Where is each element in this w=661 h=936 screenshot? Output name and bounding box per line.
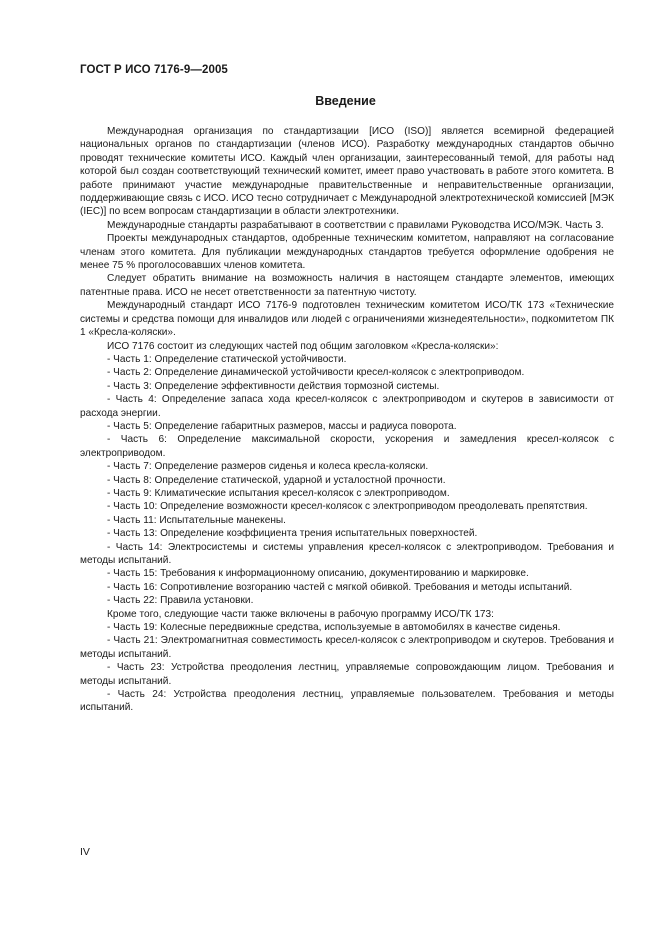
list-item: - Часть 21: Электромагнитная совместимость кресел-колясок с электроприводом и скутеров. Требования и методы испытаний. [80,635,614,660]
list-item: - Часть 10: Определение возможности кресел-колясок с электроприводом преодолевать препятствия. [107,501,588,513]
body-text [80,125,614,715]
list-item: - Часть 15: Требования к информационному описанию, документированию и маркировке. [107,568,529,580]
list-item: - Часть 2: Определение динамической устойчивости кресел-колясок с электроприводом. [107,367,525,379]
paragraph: Международный стандарт ИСО 7176-9 подготовлен техническим комитетом ИСО/ТК 173 «Технические системы и средства помощи для инвалидов или людей с ограничениями жизнедеятельности», подкомитетом ПК 1 «Кресла-коляски». [80,300,614,339]
paragraph: ИСО 7176 состоит из следующих частей под общим заголовком «Кресла-коляски»: [107,340,499,352]
list-item: - Часть 24: Устройства преодоления лестниц, управляемые пользователем. Требования и методы испытаний. [80,689,614,714]
page-number: IV [80,846,90,858]
paragraph: Следует обратить внимание на возможность наличия в настоящем стандарте элементов, имеющих патентные права. ИСО не несет ответственности за патентную чистоту. [80,273,614,298]
list-item: - Часть 13: Определение коэффициента трения испытательных поверхностей. [107,528,478,540]
list-item: - Часть 19: Колесные передвижные средства, используемые в автомобилях в качестве сиденья. [107,622,561,634]
paragraph: Международные стандарты разрабатывают в соответствии с правилами Руководства ИСО/МЭК. Часть 3. [107,219,604,231]
list-item: - Часть 3: Определение эффективности действия тормозной системы. [107,380,440,392]
list-item: - Часть 4: Определение запаса хода кресел-колясок с электроприводом и скутеров в зависимости от расхода энергии. [80,394,614,419]
paragraph: Кроме того, следующие части также включены в рабочую программу ИСО/ТК 173: [107,608,494,620]
list-item: - Часть 22: Правила установки. [107,595,254,607]
list-item: - Часть 8: Определение статической, ударной и усталостной прочности. [107,474,446,486]
paragraph: Проекты международных стандартов, одобренные техническим комитетом, направляют на согласование членам этого комитета. Для публикации международных стандартов требуется оформление одобрения не менее 75 % проголосовавших членов комитета. [80,233,614,272]
list-item: - Часть 14: Электросистемы и системы управления кресел-колясок с электроприводом. Требования и методы испытаний. [80,541,614,566]
list-item: - Часть 5: Определение габаритных размеров, массы и радиуса поворота. [107,420,457,432]
list-item: - Часть 6: Определение максимальной скорости, ускорения и замедления кресел-колясок с электроприводом. [80,434,614,459]
list-item: - Часть 1: Определение статической устойчивости. [107,353,347,365]
list-item: - Часть 11: Испытательные манекены. [107,514,286,526]
list-item: - Часть 23: Устройства преодоления лестниц, управляемые сопровождающим лицом. Требования и методы испытаний. [80,662,614,687]
list-item: - Часть 9: Климатические испытания кресел-колясок с электроприводом. [107,487,450,499]
list-item: - Часть 16: Сопротивление возгоранию частей с мягкой обивкой. Требования и методы испытаний. [107,581,573,593]
paragraph: Международная организация по стандартизации [ИСО (ISO)] является всемирной федерацией национальных органов по стандартизации (членов ИСО). Разработку международных стандартов обычно проводят технические комитеты ИСО. Каждый член организации, заинтересованный темой, для работы над которой был создан соответствующий технический комитет, имеет право участвовать в работе этого комитета. В работе принимают участие международные правительственные и неправительственные организации, поддерживающие связь с ИСО. ИСО тесно сотрудничает с Международной электротехнической комиссией [МЭК (IEC)] по всем вопросам стандартизации в области электротехники. [80,126,614,218]
document-header: ГОСТ Р ИСО 7176-9—2005 [80,64,228,76]
list-item: - Часть 7: Определение размеров сиденья и колеса кресла-коляски. [107,461,429,473]
section-title: Введение [315,94,376,108]
